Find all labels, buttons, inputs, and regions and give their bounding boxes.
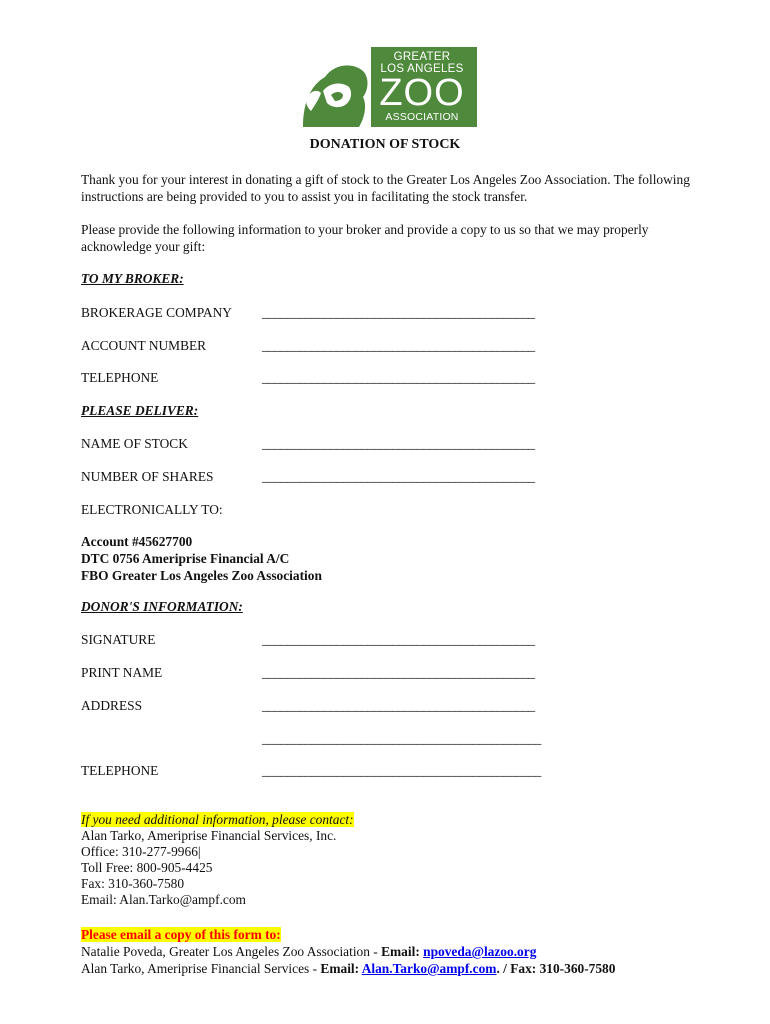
contact-block [81, 812, 354, 908]
poveda-email-link[interactable]: npoveda@lazoo.org [423, 944, 537, 959]
contact-email: Email: Alan.Tarko@ampf.com [81, 892, 246, 907]
email-copy-heading: Please email a copy of this form to: [81, 927, 281, 942]
intro-paragraph: Thank you for your interest in donating a gift of stock to the Greater Los Angeles Zoo Association. The following instructions are being provided to you to assist you in facilitating the stock transfer. [81, 172, 690, 204]
gorilla-logo-icon [293, 47, 371, 127]
donor-heading: DONOR'S INFORMATION: [81, 599, 243, 614]
fbo-text: FBO Greater Los Angeles Zoo Association [81, 568, 322, 583]
broker-telephone-label: TELEPHONE [81, 370, 159, 385]
print-name-label: PRINT NAME [81, 665, 163, 680]
tarko-email-link[interactable]: Alan.Tarko@ampf.com [361, 961, 497, 976]
electronically-to-label: ELECTRONICALLY TO: [81, 502, 223, 517]
donor-telephone-label: TELEPHONE [81, 763, 159, 778]
address-label: ADDRESS [81, 698, 143, 713]
account-details [81, 533, 322, 584]
name-of-stock-label: NAME OF STOCK [81, 436, 188, 451]
dtc-text: DTC 0756 Ameriprise Financial A/C [81, 551, 290, 566]
signature-label: SIGNATURE [81, 632, 156, 647]
contact-name: Alan Tarko, Ameriprise Financial Services, Inc. [81, 828, 337, 843]
contact-office: Office: 310-277-9966| [81, 844, 201, 859]
page-title: DONATION OF STOCK [309, 137, 461, 152]
instructions-paragraph: Please provide the following information to your broker and provide a copy to us so that we may properly acknowledge your gift: [81, 222, 649, 254]
brokerage-company-field[interactable]: ____________________________________________ [262, 305, 535, 320]
logo-text-greater: GREATER [393, 51, 451, 63]
address-field-line1[interactable]: ____________________________________________ [262, 698, 535, 713]
broker-heading: TO MY BROKER: [81, 271, 184, 286]
account-number-label: ACCOUNT NUMBER [81, 338, 207, 353]
address-field-line2[interactable]: _____________________________________________ [262, 731, 541, 746]
brokerage-company-label: BROKERAGE COMPANY [81, 305, 232, 320]
tarko-name: Alan Tarko, Ameriprise Financial Services - [81, 961, 321, 976]
broker-telephone-field[interactable]: ____________________________________________ [262, 370, 535, 385]
signature-field[interactable]: ____________________________________________ [262, 632, 535, 647]
logo-text-zoo: ZOO [379, 72, 465, 114]
contact-heading: If you need additional information, please contact: [81, 812, 354, 827]
tarko-fax: . / Fax: 310-360-7580 [496, 961, 616, 976]
contact-fax: Fax: 310-360-7580 [81, 876, 185, 891]
donor-telephone-field[interactable]: _____________________________________________ [262, 763, 541, 778]
poveda-name: Natalie Poveda, Greater Los Angeles Zoo Association - [81, 944, 382, 959]
number-of-shares-field[interactable]: ____________________________________________ [262, 469, 535, 484]
name-of-stock-field[interactable]: ____________________________________________ [262, 436, 535, 451]
print-name-field[interactable]: ____________________________________________ [262, 665, 535, 680]
email-copy-block [81, 926, 615, 977]
tarko-email-label: Email: [320, 961, 362, 976]
poveda-email-label: Email: [381, 944, 424, 959]
account-number-text: Account #45627700 [81, 534, 193, 549]
account-number-field[interactable]: ____________________________________________ [262, 338, 535, 353]
logo-text-association: ASSOCIATION [385, 111, 459, 123]
logo-text-los-angeles: LOS ANGELES [380, 63, 464, 75]
zoo-association-logo [293, 47, 477, 127]
deliver-heading: PLEASE DELIVER: [81, 403, 199, 418]
number-of-shares-label: NUMBER OF SHARES [81, 469, 214, 484]
contact-toll-free: Toll Free: 800-905-4425 [81, 860, 213, 875]
